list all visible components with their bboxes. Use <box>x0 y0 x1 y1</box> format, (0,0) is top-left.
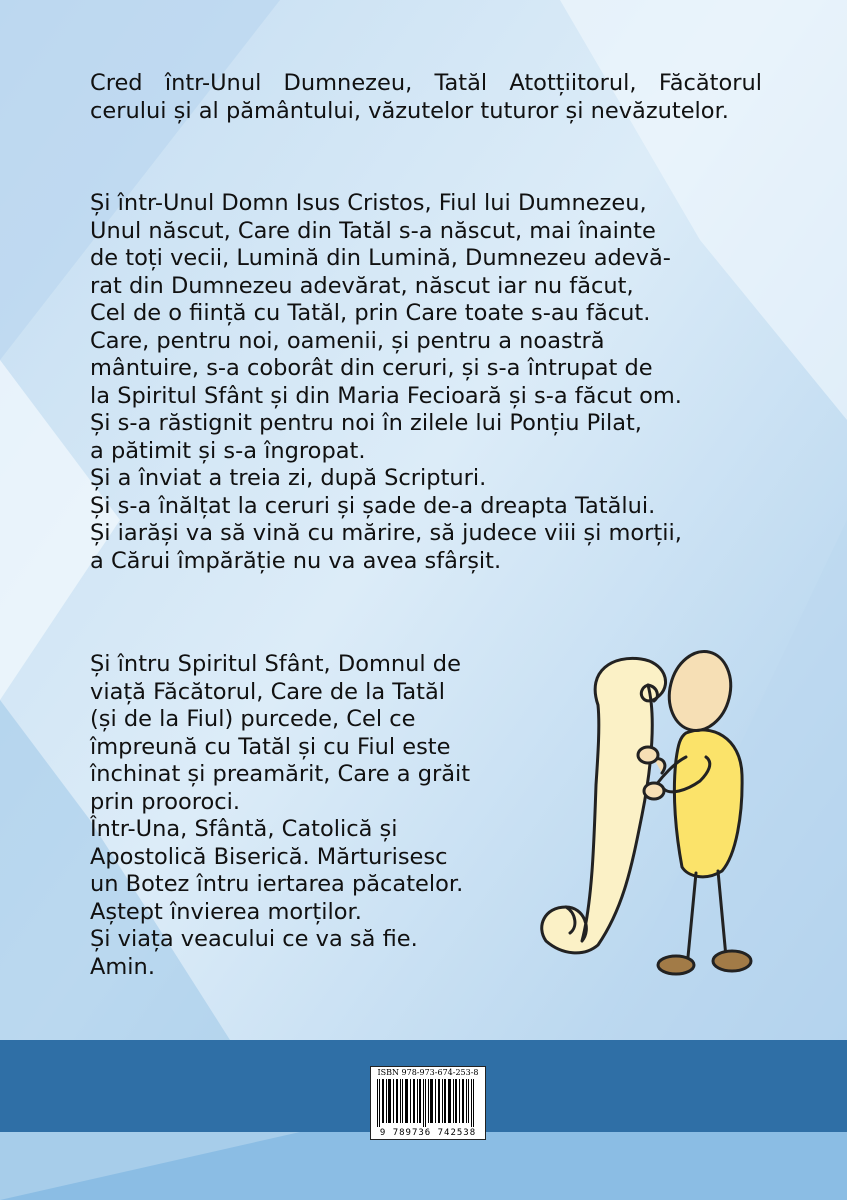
creed-line: Într-Una, Sfântă, Catolică și <box>90 816 398 842</box>
isbn-barcode <box>370 1066 486 1140</box>
creed-line: Unul născut, Care din Tatăl s-a născut, mai înainte <box>90 217 656 244</box>
creed-line: Cel de o ființă cu Tatăl, prin Care toate s-au făcut. <box>90 300 651 326</box>
creed-line: rat din Dumnezeu adevărat, născut iar nu făcut, <box>90 272 634 299</box>
scroll-illustration <box>542 658 666 953</box>
creed-paragraph-spirit <box>90 651 530 981</box>
creed-line: de toți vecii, Lumină din Lumină, Dumnezeu adevă- <box>90 245 671 271</box>
creed-line: a pătimit și s-a îngropat. <box>90 437 366 464</box>
creed-line: Și viața veacului ce va să fie. <box>90 926 418 952</box>
creed-line: un Botez întru iertarea păcatelor. <box>90 871 464 897</box>
creed-line: împreună cu Tatăl și cu Fiul este <box>90 733 451 760</box>
barcode-icon <box>373 1079 483 1127</box>
creed-line: Care, pentru noi, oamenii, și pentru a noastră <box>90 327 605 354</box>
creed-line: viață Făcătorul, Care de la Tatăl <box>90 678 445 705</box>
creed-line: (și de la Fiul) purcede, Cel ce <box>90 706 416 732</box>
barcode-number: 9 789736 742538 <box>379 1128 477 1138</box>
creed-line: închinat și preamărit, Care a grăit <box>90 761 471 787</box>
creed-line: Și întru Spiritul Sfânt, Domnul de <box>90 651 461 677</box>
creed-line: Aștept învierea morților. <box>90 898 362 925</box>
creed-paragraph-father <box>90 70 762 125</box>
creed-line: Și a înviat a treia zi, după Scripturi. <box>90 465 487 491</box>
creed-paragraph-son <box>90 190 762 575</box>
creed-line: Și iarăși va să vină cu mărire, să judece viii și morții, <box>90 520 682 546</box>
creed-line: Și s-a răstignit pentru noi în zilele lui Ponțiu Pilat, <box>90 410 642 436</box>
creed-line: Amin. <box>90 953 155 980</box>
creed-text: Cred într-Unul Dumnezeu, Tatăl Atotțiitorul, Făcătorul cerului și al pământului, văzutelor tuturor și nevăzutelor. <box>90 70 762 124</box>
isbn-label: ISBN 978-973-674-253-8 <box>377 1068 479 1077</box>
person-illustration <box>536 645 766 985</box>
creed-line: prin prooroci. <box>90 788 241 815</box>
creed-line: Și s-a înălțat la ceruri și șade de-a dreapta Tatălui. <box>90 492 656 519</box>
creed-line: a Cărui împărăție nu va avea sfârșit. <box>90 547 502 574</box>
creed-line: Și într-Unul Domn Isus Cristos, Fiul lui Dumnezeu, <box>90 190 647 216</box>
creed-line: la Spiritul Sfânt și din Maria Fecioară și s-a făcut om. <box>90 382 682 409</box>
creed-line: mântuire, s-a coborât din ceruri, și s-a întrupat de <box>90 355 653 381</box>
creed-line: Apostolică Biserică. Mărturisesc <box>90 843 448 870</box>
